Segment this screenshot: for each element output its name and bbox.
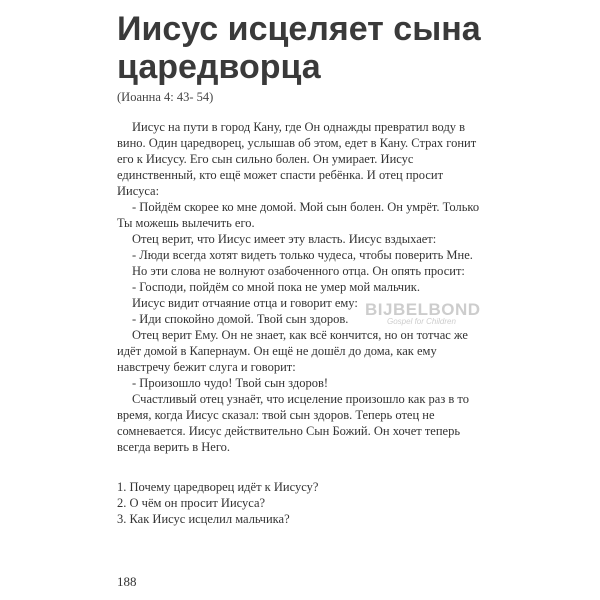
question-item: 3. Как Иисус исцелил мальчика? (117, 512, 290, 526)
watermark-text: BIJBELBOND (365, 300, 481, 319)
paragraph: Иисус на пути в город Кану, где Он однажды превратил воду в вино. Один царедворец, услышав об этом, едет в Кану. Страх гонит его к Иисусу. Его сын сильно болен. Он умирает. Иисус единственный, кто ещё может спасти ребёнка. И отец просит Иисуса: (117, 120, 477, 198)
scripture-reference: (Иоанна 4: 43- 54) (117, 90, 214, 104)
paragraph: - Господи, пойдём со мной пока не умер мой мальчик. (132, 280, 420, 294)
paragraph: Иисус видит отчаяние отца и говорит ему: (132, 296, 358, 310)
question-item: 1. Почему царедворец идёт к Иисусу? (117, 480, 319, 494)
paragraph: Отец верит Ему. Он не знает, как всё кончится, но он тотчас же идёт домой в Капернаум. Он ещё не дошёл до дома, как ему навстречу бежит слуга и говорит: (117, 328, 468, 374)
paragraph: - Иди спокойно домой. Твой сын здоров. (132, 312, 349, 326)
paragraph: Отец верит, что Иисус имеет эту власть. Иисус вздыхает: (132, 232, 437, 246)
page-title: Иисус исцеляет сына царедворца (117, 10, 481, 86)
watermark-logo (365, 300, 481, 326)
page-number: 188 (117, 574, 137, 589)
story-body (117, 119, 487, 455)
question-item: 2. О чём он просит Иисуса? (117, 496, 266, 510)
paragraph: - Люди всегда хотят видеть только чудеса, чтобы поверить Мне. (132, 248, 473, 262)
paragraph: - Пойдём скорее ко мне домой. Мой сын болен. Он умрёт. Только Ты можешь вылечить его. (117, 200, 480, 230)
paragraph: Счастливый отец узнаёт, что исцеление произошло как раз в то время, когда Иисус сказал: твой сын здоров. Теперь отец не сомневается. Иисус действительно Сын Божий. Он хочет теперь всегда верить в Него. (117, 392, 469, 454)
paragraph: Но эти слова не волнуют озабоченного отца. Он опять просит: (132, 264, 465, 278)
paragraph: - Произошло чудо! Твой сын здоров! (132, 376, 329, 390)
question-list (117, 479, 487, 527)
watermark-subtext: Gospel for Children (387, 317, 456, 326)
